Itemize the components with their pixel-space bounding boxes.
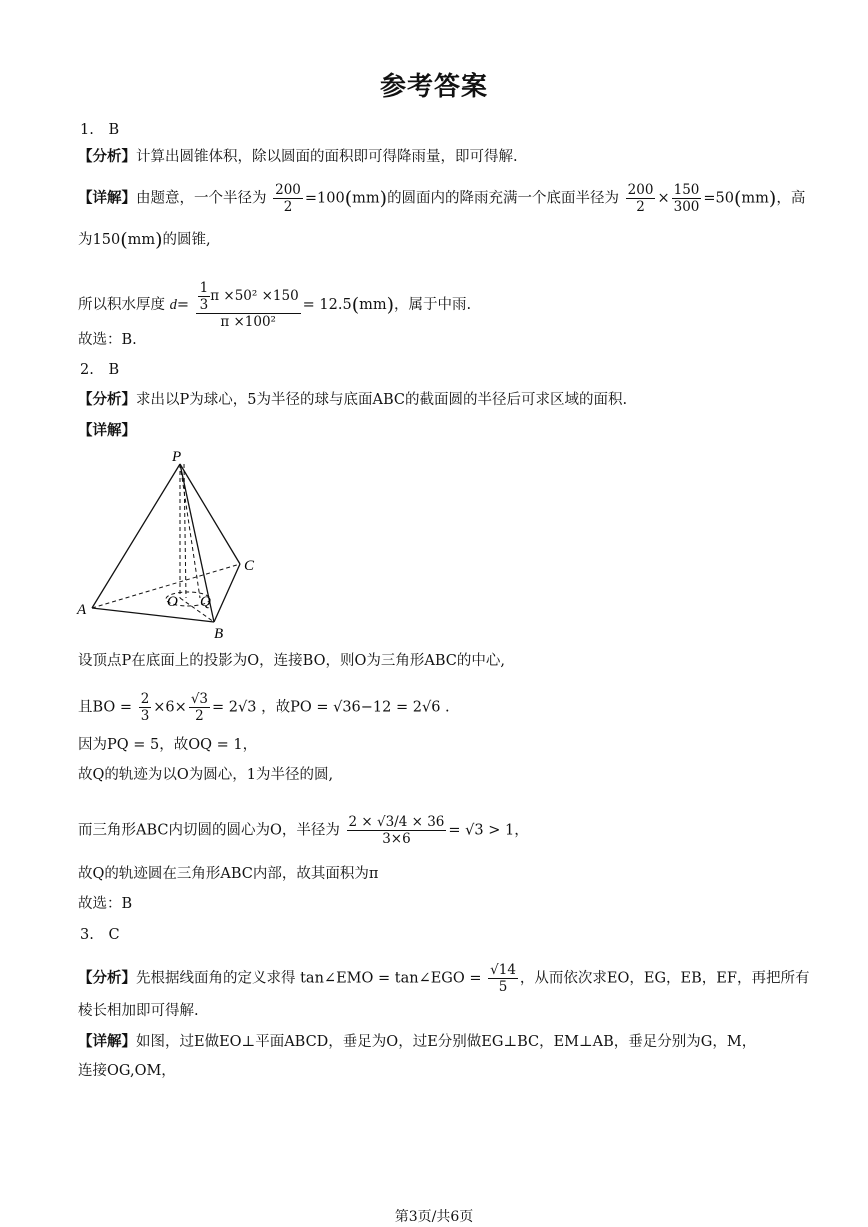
- question-1-header: [80, 120, 119, 140]
- analysis-tag: 【分析】: [78, 391, 136, 408]
- text: = √3 > 1，: [448, 822, 529, 839]
- detail-tag: 【详解】: [78, 189, 136, 207]
- q3-detail: [78, 1032, 756, 1052]
- q2-analysis: [78, 390, 627, 410]
- q1-detail-line-2: [78, 230, 211, 250]
- q1-detail-line-3: [78, 280, 471, 330]
- segment-pq: [180, 464, 200, 598]
- pyramid-diagram: [74, 446, 274, 644]
- text: =100: [304, 190, 345, 207]
- q2-choose: 故选：B: [78, 896, 133, 912]
- question-answer: B: [108, 362, 120, 378]
- text: π ×50² ×150: [210, 288, 299, 304]
- fraction: [488, 962, 518, 995]
- text: 由题意，一个半径为: [136, 190, 267, 207]
- text: 为150: [78, 232, 121, 248]
- q2-line-5: [78, 814, 529, 847]
- question-number: 1.: [80, 122, 94, 138]
- question-number: 3.: [80, 927, 94, 943]
- paren: (: [344, 187, 353, 210]
- denominator: 2: [283, 199, 293, 215]
- q2-line-3: 因为PQ = 5，故OQ = 1，: [78, 737, 258, 753]
- unit: mm: [741, 190, 769, 207]
- text: ，高: [776, 190, 806, 207]
- analysis-text: 求出以P为球心，5为半径的球与底面ABC的截面圆的半径后可求区域的面积.: [136, 392, 628, 408]
- numerator: 2 × √3/4 × 36: [348, 814, 445, 830]
- label-b: B: [214, 626, 224, 642]
- denominator: 5: [498, 979, 508, 995]
- fraction: [189, 691, 210, 724]
- text: 的圆锥,: [162, 232, 211, 248]
- q1-detail-line-1: [78, 182, 805, 215]
- analysis-text: 计算出圆锥体积，除以圆面的面积即可得降雨量，即可得解.: [136, 149, 518, 165]
- q2-line-2: [78, 691, 450, 724]
- denominator: 3: [140, 708, 150, 724]
- text: 所以积水厚度: [78, 297, 165, 313]
- fraction: [139, 691, 152, 724]
- fraction: [196, 280, 301, 330]
- q1-choose: 故选：B.: [78, 332, 137, 348]
- denominator: 3×6: [382, 831, 411, 847]
- question-2-header: [80, 360, 119, 380]
- label-c: C: [244, 558, 255, 574]
- text: = 12.5: [302, 297, 352, 313]
- text: 的圆面内的降雨充满一个底面半径为: [387, 190, 620, 207]
- fraction: [672, 182, 702, 215]
- q3-analysis: [78, 962, 809, 995]
- text: ，属于中雨.: [394, 297, 472, 313]
- detail-tag: 【详解】: [78, 422, 136, 439]
- q3-analysis-cont: 棱长相加即可得解.: [78, 1003, 199, 1019]
- label-a: A: [77, 602, 87, 618]
- analysis-text: 先根据线面角的定义求得 tan∠EMO = tan∠EGO =: [136, 970, 482, 987]
- edge-pa: [92, 464, 180, 608]
- detail-text: 如图，过E做EO⊥平面ABCD，垂足为O，过E分别做EG⊥BC，EM⊥AB，垂足分别为G，M，: [136, 1034, 757, 1050]
- text: 且BO =: [78, 699, 133, 716]
- paren: ): [155, 229, 163, 251]
- unit: mm: [127, 232, 156, 248]
- unit: mm: [352, 190, 380, 207]
- denominator: 3: [199, 297, 209, 313]
- q2-detail-tag: [78, 421, 136, 441]
- paren: (: [351, 294, 360, 316]
- fraction: [347, 814, 447, 847]
- q3-detail-cont: 连接OG,OM，: [78, 1063, 176, 1079]
- paren: ): [386, 294, 395, 316]
- fraction: [273, 182, 303, 215]
- text: 而三角形ABC内切圆的圆心为O，半径为: [78, 822, 340, 839]
- numerator: √14: [490, 962, 516, 978]
- question-3-header: [80, 925, 120, 945]
- paren: ): [768, 187, 777, 210]
- unit: mm: [359, 297, 387, 313]
- text: ×6×: [153, 699, 187, 716]
- paren: ): [379, 187, 388, 210]
- text: ×: [657, 190, 670, 207]
- question-answer: C: [108, 927, 120, 943]
- q2-line-6: 故Q的轨迹圆在三角形ABC内部，故其面积为π: [78, 866, 379, 882]
- pyramid-figure: [74, 446, 274, 644]
- numerator: 150: [673, 182, 700, 198]
- analysis-tag: 【分析】: [78, 148, 136, 165]
- edge-ab: [92, 608, 214, 622]
- fraction: [198, 280, 211, 313]
- denominator: 2: [636, 199, 645, 215]
- paren: (: [734, 187, 742, 210]
- text: =: [176, 297, 190, 313]
- fraction: [626, 182, 656, 215]
- label-q: Q: [200, 594, 211, 610]
- numerator: √3: [190, 691, 209, 707]
- page-title: 参考答案: [379, 72, 488, 102]
- numerator: 1: [199, 280, 209, 296]
- question-answer: B: [108, 122, 120, 138]
- q1-analysis: [78, 147, 518, 167]
- paren: (: [120, 229, 128, 251]
- numerator: 200: [275, 182, 301, 198]
- q2-line-4: 故Q的轨迹为以O为圆心，1为半径的圆,: [78, 767, 334, 783]
- q2-line-1: 设顶点P在底面上的投影为O，连接BO，则O为三角形ABC的中心,: [78, 653, 505, 669]
- analysis-text: ，从而依次求EO，EG，EB，EF，再把所有: [519, 970, 810, 987]
- analysis-tag: 【分析】: [78, 969, 136, 987]
- edge-bc: [214, 564, 240, 622]
- denominator: π ×100²: [220, 314, 276, 330]
- denominator: 300: [673, 199, 700, 215]
- denominator: 2: [195, 708, 204, 724]
- label-p: P: [172, 449, 182, 465]
- edge-pc: [180, 464, 240, 564]
- numerator: 200: [627, 182, 654, 198]
- text: = 2√3 ，故PO = √36−12 = 2√6 .: [212, 699, 450, 716]
- question-number: 2.: [80, 362, 94, 378]
- page-footer: 第3页/共6页: [394, 1209, 474, 1225]
- label-o: O: [167, 594, 178, 610]
- variable: d: [169, 297, 177, 313]
- text: =50: [703, 190, 734, 207]
- numerator: [196, 280, 301, 314]
- numerator: 2: [140, 691, 150, 707]
- detail-tag: 【详解】: [78, 1033, 136, 1050]
